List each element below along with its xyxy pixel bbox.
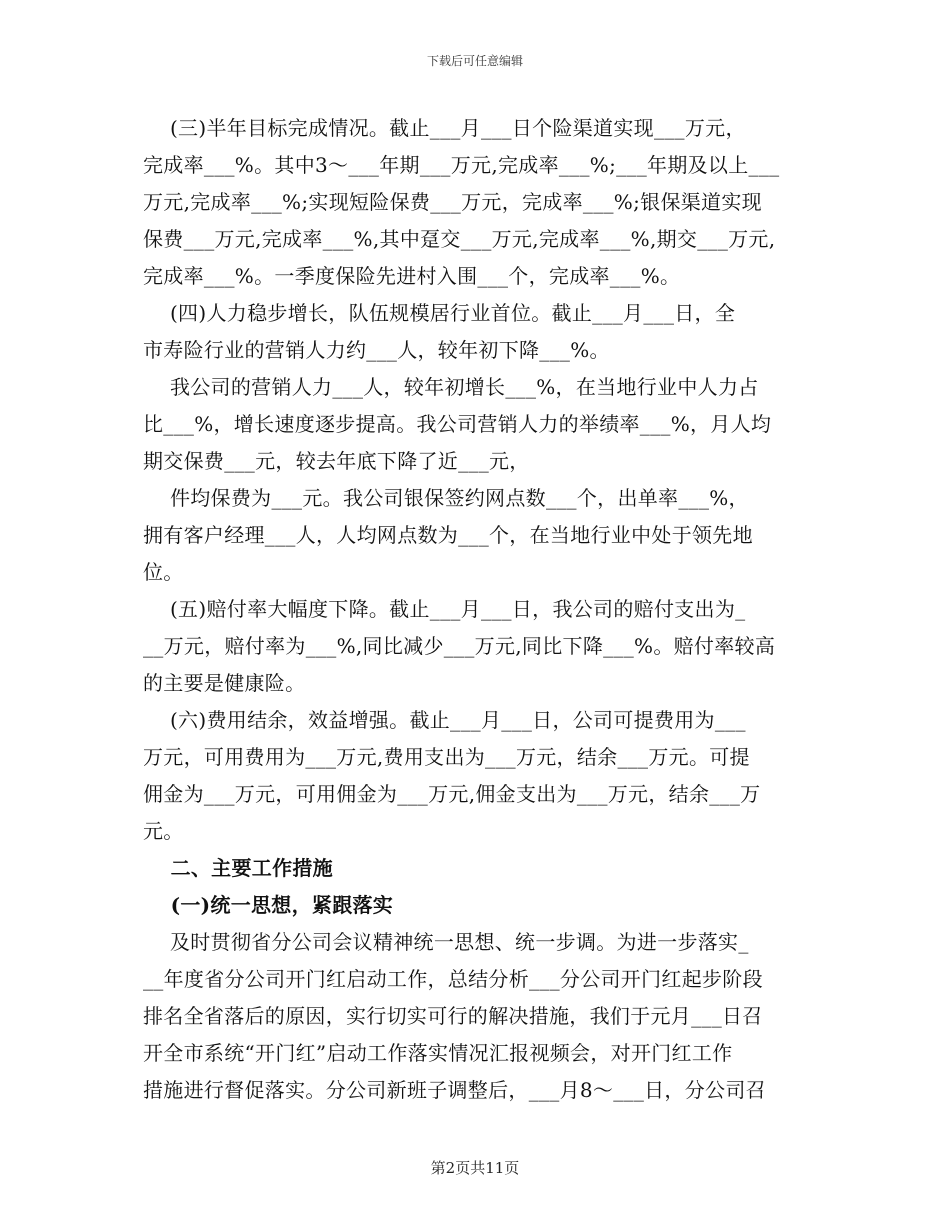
page-footer: 第2页共11页 [430,1159,520,1177]
body-line: 元。 [143,819,184,843]
body-line: (三)半年目标完成情况。截止___月___日个险渠道实现___万元， [143,116,746,140]
body-line: __年度省分公司开门红启动工作，总结分析___分公司开门红起步阶段 [143,967,763,991]
body-line: (六)费用结余，效益增强。截止___月___日，公司可提费用为___ [143,708,746,732]
body-line: 拥有客户经理___人，人均网点数为___个，在当地行业中处于领先地 [143,523,753,547]
section-heading: 二、主要工作措施 [143,856,333,880]
body-line: 万元,完成率___%;实现短险保费___万元，完成率___%;银保渠道实现 [143,190,762,214]
body-line: __万元，赔付率为___%,同比减少___万元,同比下降___%。赔付率较高 [143,634,776,658]
body-line: 保费___万元,完成率___%,其中趸交___万元,完成率___%,期交___万元, [143,227,776,251]
body-line: 比___%，增长速度逐步提高。我公司营销人力的举绩率___%，月人均 [143,412,772,436]
subsection-heading: (一)统一思想，紧跟落实 [143,893,394,917]
body-line: 件均保费为___元。我公司银保签约网点数___个，出单率___%， [143,486,749,510]
body-line: 期交保费___元，较去年底下降了近___元， [143,449,530,473]
body-line: 佣金为___万元，可用佣金为___万元,佣金支出为___万元，结余___万 [143,782,761,806]
body-line: 完成率___%。一季度保险先进村入围___个，完成率___%。 [143,264,681,288]
body-line: 万元，可用费用为___万元,费用支出为___万元，结余___万元。可提 [143,745,750,769]
body-line: 的主要是健康险。 [143,671,306,695]
body-line: 我公司的营销人力___人，较年初增长___%，在当地行业中人力占 [143,375,759,399]
body-line: 完成率___%。其中3～___年期___万元,完成率___%;___年期及以上___ [143,153,780,177]
body-line: 措施进行督促落实。分公司新班子调整后，___月8～___日，分公司召 [143,1078,766,1102]
body-line: 开全市系统“开门红”启动工作落实情况汇报视频会，对开门红工作 [143,1041,733,1065]
body-line: 位。 [143,560,184,584]
body-line: 排名全省落后的原因，实行切实可行的解决措施，我们于元月___日召 [143,1004,763,1028]
body-line: (四)人力稳步增长，队伍规模居行业首位。截止___月___日，全 [143,301,736,325]
body-line: 市寿险行业的营销人力约___人，较年初下降___%。 [143,338,610,362]
page-header: 下载后可任意编辑 [426,54,523,68]
body-line: (五)赔付率大幅度下降。截止___月___日，我公司的赔付支出为_ [143,597,746,621]
body-line: 及时贯彻省分公司会议精神统一思想、统一步调。为进一步落实_ [143,930,749,954]
